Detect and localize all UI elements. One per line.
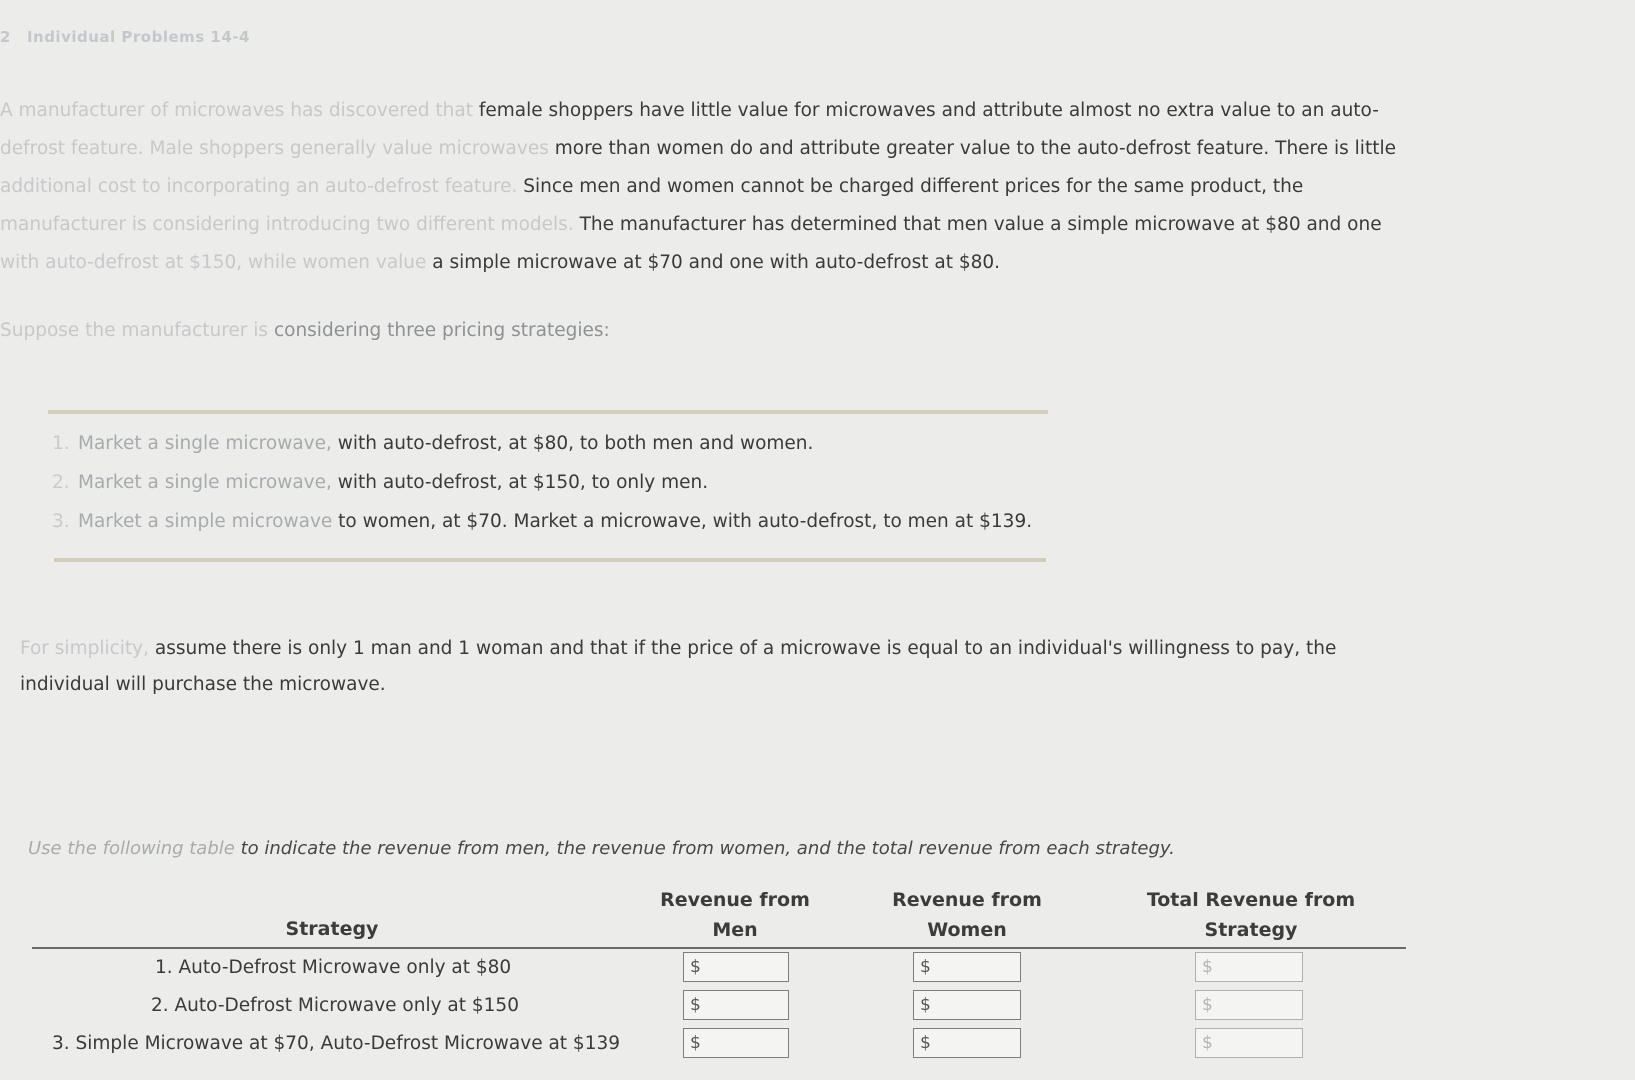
intro-line-2-text: more than women do and attribute greater value to the auto-defrost feature. There is little bbox=[554, 138, 1396, 159]
row-3-strategy-label: 3. Simple Microwave at $70, Auto-Defrost Microwave at $139 bbox=[52, 1033, 621, 1054]
strategy-item-1 bbox=[52, 433, 813, 454]
row-1-men-revenue-input[interactable]: $ bbox=[683, 952, 789, 982]
strategies-top-rule bbox=[48, 410, 1048, 414]
intro-line-3-faded: additional cost to incorporating an auto-defrost feature. bbox=[0, 176, 524, 197]
suppose-line bbox=[0, 320, 610, 341]
header-revenue-women bbox=[867, 885, 1067, 945]
table-instruction bbox=[28, 838, 1175, 859]
strategy-item-2 bbox=[52, 472, 708, 493]
strategy-item-3 bbox=[52, 511, 1032, 532]
instruction-faded: Use the following table bbox=[28, 838, 241, 859]
table-header-rule bbox=[32, 947, 1406, 949]
problem-title: Individual Problems 14-4 bbox=[26, 28, 250, 46]
row-3-women-revenue-input[interactable]: $ bbox=[913, 1028, 1021, 1058]
intro-line-5-text: a simple microwave at $70 and one with auto-defrost at $80. bbox=[432, 252, 1001, 273]
strategy-faded: Market a single microwave, bbox=[78, 472, 338, 493]
header-total-revenue bbox=[1131, 885, 1371, 945]
simplicity-faded: For simplicity, bbox=[20, 638, 155, 659]
row-1-women-revenue-input[interactable]: $ bbox=[913, 952, 1021, 982]
header-strategy: Strategy bbox=[285, 918, 379, 940]
row-2-strategy-label: 2. Auto-Defrost Microwave only at $150 bbox=[151, 995, 519, 1016]
strategy-text: with auto-defrost, at $80, to both men and women. bbox=[337, 433, 814, 454]
intro-line-1 bbox=[0, 100, 1379, 121]
intro-line-2 bbox=[0, 138, 1396, 159]
problem-number: 2 bbox=[0, 28, 11, 46]
strategy-number: 3. bbox=[52, 511, 70, 532]
intro-line-4-faded: manufacturer is considering introducing two different models. bbox=[0, 214, 580, 235]
row-1-total-revenue-input[interactable]: $ bbox=[1195, 952, 1303, 982]
row-2-men-revenue-input[interactable]: $ bbox=[683, 990, 789, 1020]
strategies-bottom-rule bbox=[54, 558, 1046, 562]
row-2-women-revenue-input[interactable]: $ bbox=[913, 990, 1021, 1020]
header-total-line-2: Strategy bbox=[1204, 919, 1298, 941]
row-3-men-revenue-input[interactable]: $ bbox=[683, 1028, 789, 1058]
strategy-text: to women, at $70. Market a microwave, with auto-defrost, to men at $139. bbox=[338, 511, 1033, 532]
row-1-strategy-label: 1. Auto-Defrost Microwave only at $80 bbox=[155, 957, 512, 978]
intro-line-3-text: Since men and women cannot be charged different prices for the same product, the bbox=[523, 176, 1304, 197]
intro-line-1-text: female shoppers have little value for microwaves and attribute almost no extra value to an auto- bbox=[478, 100, 1379, 121]
strategy-number: 1. bbox=[52, 433, 70, 454]
header-revenue-men bbox=[635, 885, 835, 945]
intro-line-4 bbox=[0, 214, 1382, 235]
header-total-line-1: Total Revenue from bbox=[1146, 889, 1356, 911]
suppose-faded: Suppose the manufacturer is bbox=[0, 320, 274, 341]
header-men-line-1: Revenue from bbox=[660, 889, 810, 911]
intro-line-5 bbox=[0, 252, 1000, 273]
intro-line-5-faded: with auto-defrost at $150, while women value bbox=[0, 252, 433, 273]
strategy-text: with auto-defrost, at $150, to only men. bbox=[337, 472, 709, 493]
suppose-text: considering three pricing strategies: bbox=[273, 320, 610, 341]
intro-line-3 bbox=[0, 176, 1303, 197]
simplicity-text: assume there is only 1 man and 1 woman and that if the price of a microwave is equal to an individual's willingness to pay, the bbox=[154, 638, 1337, 659]
row-2-total-revenue-input[interactable]: $ bbox=[1195, 990, 1303, 1020]
strategy-faded: Market a simple microwave bbox=[78, 511, 339, 532]
simplicity-line-2: individual will purchase the microwave. bbox=[20, 674, 386, 695]
strategy-faded: Market a single microwave, bbox=[78, 433, 338, 454]
header-women-line-2: Women bbox=[927, 919, 1007, 941]
simplicity-line-1 bbox=[20, 638, 1336, 659]
intro-line-1-faded: A manufacturer of microwaves has discovered that bbox=[0, 100, 479, 121]
strategy-number: 2. bbox=[52, 472, 70, 493]
header-men-line-2: Men bbox=[712, 919, 758, 941]
row-3-total-revenue-input[interactable]: $ bbox=[1195, 1028, 1303, 1058]
intro-line-4-text: The manufacturer has determined that men value a simple microwave at $80 and one bbox=[579, 214, 1382, 235]
header-women-line-1: Revenue from bbox=[892, 889, 1042, 911]
problem-header bbox=[0, 28, 250, 46]
intro-line-2-faded: defrost feature. Male shoppers generally value microwaves bbox=[0, 138, 555, 159]
instruction-text: to indicate the revenue from men, the revenue from women, and the total revenue from each strategy. bbox=[240, 838, 1175, 859]
